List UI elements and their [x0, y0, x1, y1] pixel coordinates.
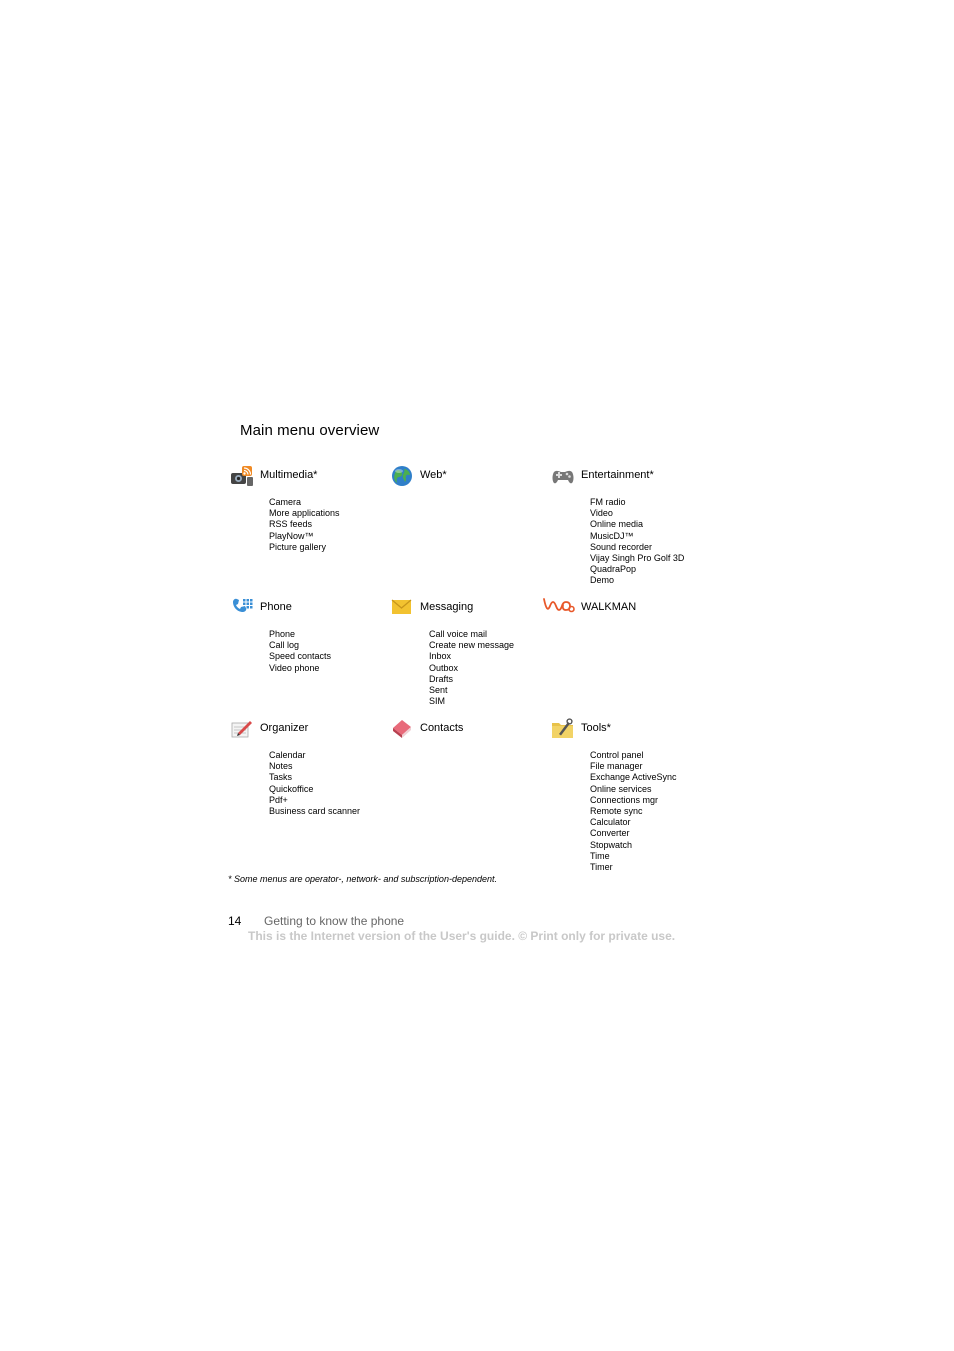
menu-item-list [269, 497, 340, 553]
list-item: Business card scanner [269, 806, 361, 817]
list-item: Converter [590, 828, 630, 839]
menu-item-list [590, 497, 684, 587]
list-item: Timer [590, 862, 613, 873]
list-item: PlayNow™ [269, 530, 314, 541]
list-item: Calculator [590, 817, 631, 828]
list-item: Online media [590, 519, 644, 530]
walkman-logo-icon [543, 596, 575, 620]
page-title: Main menu overview [240, 422, 380, 439]
list-item: Notes [269, 761, 293, 772]
list-item: SIM [429, 696, 446, 707]
list-item: Demo [590, 575, 615, 586]
list-item: Camera [269, 497, 302, 507]
list-item: Inbox [429, 651, 452, 662]
section-title: Multimedia* [260, 469, 318, 481]
list-item: Sound recorder [590, 541, 653, 552]
list-item: Speed contacts [269, 651, 332, 662]
list-item: Call voice mail [429, 629, 488, 639]
list-item: Outbox [429, 662, 459, 673]
gamepad-icon [551, 464, 575, 488]
list-item: File manager [590, 761, 643, 772]
list-item: MusicDJ™ [590, 530, 634, 541]
address-book-icon [390, 717, 414, 741]
list-item: Exchange ActiveSync [590, 772, 677, 783]
page-number: 14 [228, 914, 242, 928]
list-item: Picture gallery [269, 541, 327, 552]
list-item: Phone [269, 629, 296, 639]
pencil-note-icon [230, 717, 254, 741]
list-item: Remote sync [590, 806, 643, 817]
list-item: FM radio [590, 497, 626, 507]
section-title: Contacts [420, 722, 464, 734]
list-item: Sent [429, 685, 448, 696]
list-item: QuadraPop [590, 564, 637, 575]
phone-keypad-icon [230, 596, 254, 620]
menu-item-list [590, 750, 677, 873]
list-item: Connections mgr [590, 794, 659, 805]
globe-icon [390, 464, 414, 488]
tools-folder-icon [551, 717, 575, 741]
list-item: Time [590, 850, 610, 861]
section-title: Tools* [581, 722, 611, 734]
menu-item-list [269, 629, 331, 674]
section-title: Web* [420, 469, 447, 481]
multimedia-icon [230, 464, 254, 488]
menu-item-list [269, 750, 360, 817]
chapter-title: Getting to know the phone [264, 914, 405, 928]
list-item: More applications [269, 508, 340, 519]
list-item: Quickoffice [269, 783, 314, 794]
private-use-notice: This is the Internet version of the User's guide. © Print only for private use. [248, 929, 676, 943]
section-title: Organizer [260, 722, 309, 734]
menu-item-list [429, 629, 514, 707]
list-item: Control panel [590, 750, 644, 760]
list-item: Create new message [429, 640, 515, 651]
envelope-icon [390, 596, 414, 620]
list-item: Pdf+ [269, 794, 288, 805]
section-title: Phone [260, 601, 292, 613]
section-title: WALKMAN [581, 601, 637, 613]
list-item: Calendar [269, 750, 306, 760]
list-item: Online services [590, 783, 652, 794]
section-title: Entertainment* [581, 469, 654, 481]
list-item: Call log [269, 640, 300, 651]
list-item: Video phone [269, 662, 320, 673]
section-title: Messaging [420, 601, 474, 613]
list-item: Vijay Singh Pro Golf 3D [590, 553, 685, 564]
list-item: RSS feeds [269, 519, 313, 530]
footnote: * Some menus are operator-, network- and subscription-dependent. [228, 874, 497, 884]
list-item: Stopwatch [590, 839, 633, 850]
list-item: Video [590, 508, 613, 519]
list-item: Drafts [429, 673, 454, 684]
list-item: Tasks [269, 772, 293, 783]
